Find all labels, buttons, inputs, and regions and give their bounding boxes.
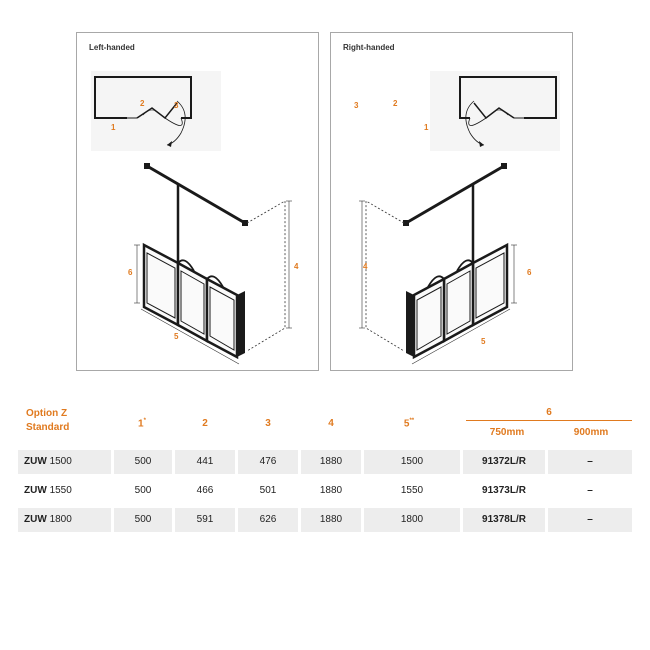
right-handed-drawing — [331, 33, 574, 372]
model-prefix: ZUW — [24, 456, 47, 467]
table-header — [18, 400, 632, 445]
value-cell-2: 441 — [175, 450, 235, 474]
value-cell-2: 466 — [175, 479, 235, 503]
column-header-5 — [389, 418, 429, 429]
value-cell-4: 1880 — [301, 479, 361, 503]
right-plan-label-1: 1 — [424, 123, 429, 132]
code-cell-750: 91378L/R — [463, 508, 545, 532]
right-dim-label-6: 6 — [527, 268, 532, 277]
left-plan-label-3: 3 — [174, 101, 179, 110]
table-row — [18, 508, 632, 532]
column-group-header-6: 6 — [546, 407, 552, 418]
column-header-4: 4 — [328, 418, 334, 429]
value-cell-4: 1880 — [301, 450, 361, 474]
model-cell — [18, 450, 111, 474]
code-cell-900: – — [548, 479, 632, 503]
right-handed-panel — [330, 32, 573, 371]
model-size: 1500 — [49, 456, 72, 467]
code-cell-900: – — [548, 450, 632, 474]
left-elevation-view — [128, 163, 299, 364]
left-dim-label-6: 6 — [128, 268, 133, 277]
value-cell-5: 1500 — [364, 450, 460, 474]
right-plan-view — [430, 71, 560, 151]
model-prefix: ZUW — [24, 514, 47, 525]
left-plan-view — [91, 71, 221, 151]
column-header-1-mark: * — [143, 418, 146, 424]
model-size: 1800 — [49, 514, 72, 525]
value-cell-5: 1800 — [364, 508, 460, 532]
code-cell-750: 91373L/R — [463, 479, 545, 503]
column-header-5-mark: ** — [409, 418, 415, 424]
column-header-1-label: 1 — [138, 418, 144, 430]
left-dim-label-5: 5 — [174, 332, 179, 341]
right-dim-label-4: 4 — [363, 262, 368, 271]
column-header-750mm: 750mm — [489, 427, 525, 438]
value-cell-1: 500 — [114, 479, 172, 503]
right-dim-label-5: 5 — [481, 337, 486, 346]
right-plan-label-3: 3 — [354, 101, 359, 110]
table-row — [18, 479, 632, 503]
left-handed-drawing — [77, 33, 320, 372]
right-elevation-view — [359, 163, 517, 364]
value-cell-3: 626 — [238, 508, 298, 532]
right-handed-title: Right-handed — [343, 43, 395, 52]
option-header-line1: Option Z — [26, 408, 68, 419]
right-plan-label-2: 2 — [393, 99, 398, 108]
model-cell — [18, 508, 111, 532]
table-row — [18, 450, 632, 474]
model-cell — [18, 479, 111, 503]
model-size: 1550 — [49, 485, 72, 496]
option-header — [26, 407, 69, 435]
spec-table — [18, 400, 632, 532]
column-header-900mm: 900mm — [573, 427, 609, 438]
column-header-5-label: 5 — [403, 418, 410, 430]
column-group-rule — [466, 420, 632, 421]
value-cell-1: 500 — [114, 450, 172, 474]
value-cell-5: 1550 — [364, 479, 460, 503]
value-cell-3: 476 — [238, 450, 298, 474]
value-cell-4: 1880 — [301, 508, 361, 532]
left-handed-title: Left-handed — [89, 43, 135, 52]
left-dim-label-4: 4 — [294, 262, 299, 271]
value-cell-1: 500 — [114, 508, 172, 532]
column-header-2: 2 — [202, 418, 208, 429]
option-header-line2: Standard — [26, 422, 70, 433]
column-header-3: 3 — [265, 418, 271, 429]
left-plan-label-1: 1 — [111, 123, 116, 132]
value-cell-2: 591 — [175, 508, 235, 532]
column-header-1 — [122, 418, 162, 429]
value-cell-3: 501 — [238, 479, 298, 503]
code-cell-750: 91372L/R — [463, 450, 545, 474]
model-prefix: ZUW — [24, 485, 47, 496]
left-handed-panel — [76, 32, 319, 371]
left-plan-label-2: 2 — [140, 99, 145, 108]
code-cell-900: – — [548, 508, 632, 532]
